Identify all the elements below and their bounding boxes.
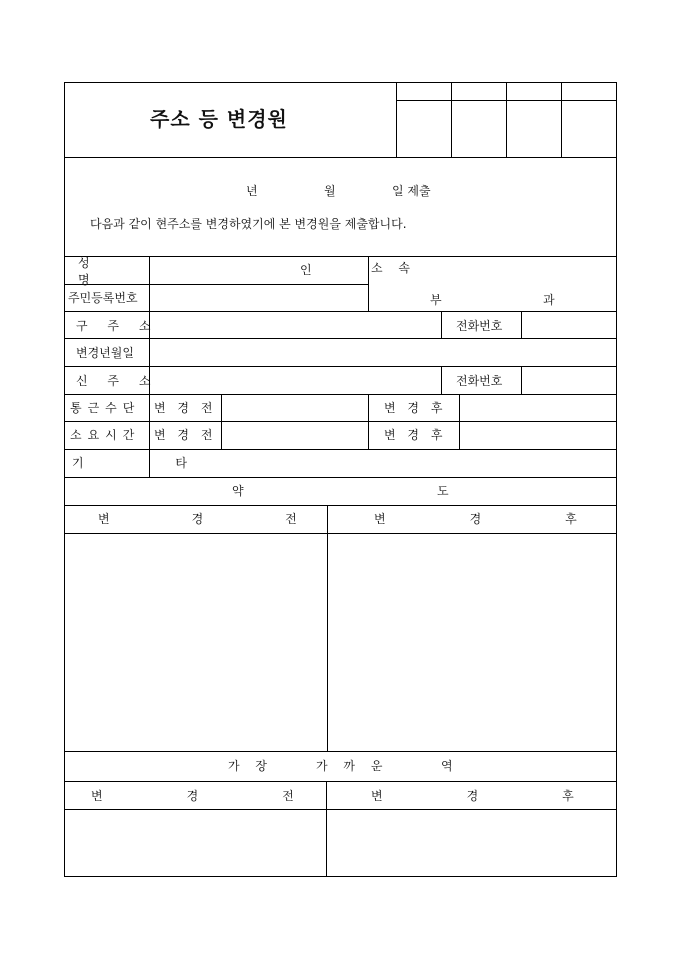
other-field[interactable] — [150, 450, 616, 477]
commute-before-field[interactable] — [222, 395, 367, 421]
date-day-submit-label: 일 제출 — [392, 184, 431, 198]
sketch-after-area[interactable] — [328, 534, 616, 751]
sketch-before-header: 변경전 — [98, 512, 379, 526]
station-after-field[interactable] — [327, 810, 616, 876]
name-label: 성 명 — [78, 255, 118, 287]
station-title-a: 가 장 — [228, 759, 273, 773]
date-month-label: 월 — [324, 184, 336, 198]
phone-label-1: 전화번호 — [456, 319, 503, 333]
other-label: 기 타 — [72, 456, 231, 470]
station-after-header: 변경후 — [371, 789, 658, 803]
seal-mark: 인 — [300, 263, 312, 277]
resident-number-label: 주민등록번호 — [68, 291, 138, 305]
form-title: 주소 등 변경원 — [150, 107, 288, 131]
resident-number-field[interactable] — [150, 285, 367, 311]
affiliation-label: 소 속 — [371, 261, 416, 275]
station-title-b: 가 까 운 — [316, 759, 389, 773]
station-before-field[interactable] — [65, 810, 325, 876]
department-label: 부 — [430, 293, 442, 307]
station-title-c: 역 — [441, 759, 453, 773]
commute-label: 통근수단 — [70, 401, 141, 415]
approval-box-1[interactable] — [397, 101, 450, 156]
sketch-title-left: 약 — [232, 484, 244, 498]
affiliation-field[interactable] — [369, 278, 616, 311]
old-address-field[interactable] — [150, 312, 440, 338]
commute-after-label: 변 경 후 — [384, 401, 447, 415]
sketch-before-area[interactable] — [65, 534, 327, 751]
time-after-label: 변 경 후 — [384, 428, 447, 442]
phone-field-1[interactable] — [522, 312, 616, 338]
commute-after-field[interactable] — [460, 395, 616, 421]
section-label: 과 — [543, 293, 555, 307]
old-address-label: 구 주 소 — [76, 319, 159, 333]
time-before-label: 변 경 전 — [154, 428, 217, 442]
name-field[interactable] — [150, 257, 367, 283]
new-address-label: 신 주 소 — [76, 374, 159, 388]
approval-box-3[interactable] — [507, 101, 560, 156]
time-required-label: 소요시간 — [70, 428, 141, 442]
statement-text: 다음과 같이 현주소를 변경하였기에 본 변경원을 제출합니다. — [90, 217, 407, 231]
phone-label-2: 전화번호 — [456, 374, 503, 388]
approval-box-4[interactable] — [562, 101, 615, 156]
change-date-label: 변경년월일 — [76, 346, 134, 360]
station-before-header: 변경전 — [91, 789, 378, 803]
approval-box-2[interactable] — [452, 101, 505, 156]
change-date-field[interactable] — [150, 339, 616, 366]
date-year-label: 년 — [246, 184, 258, 198]
commute-before-label: 변 경 전 — [154, 401, 217, 415]
time-after-field[interactable] — [460, 422, 616, 449]
sketch-after-header: 변경후 — [374, 512, 661, 526]
sketch-title-right: 도 — [437, 484, 449, 498]
time-before-field[interactable] — [222, 422, 367, 449]
new-address-field[interactable] — [150, 367, 440, 394]
phone-field-2[interactable] — [522, 367, 616, 394]
